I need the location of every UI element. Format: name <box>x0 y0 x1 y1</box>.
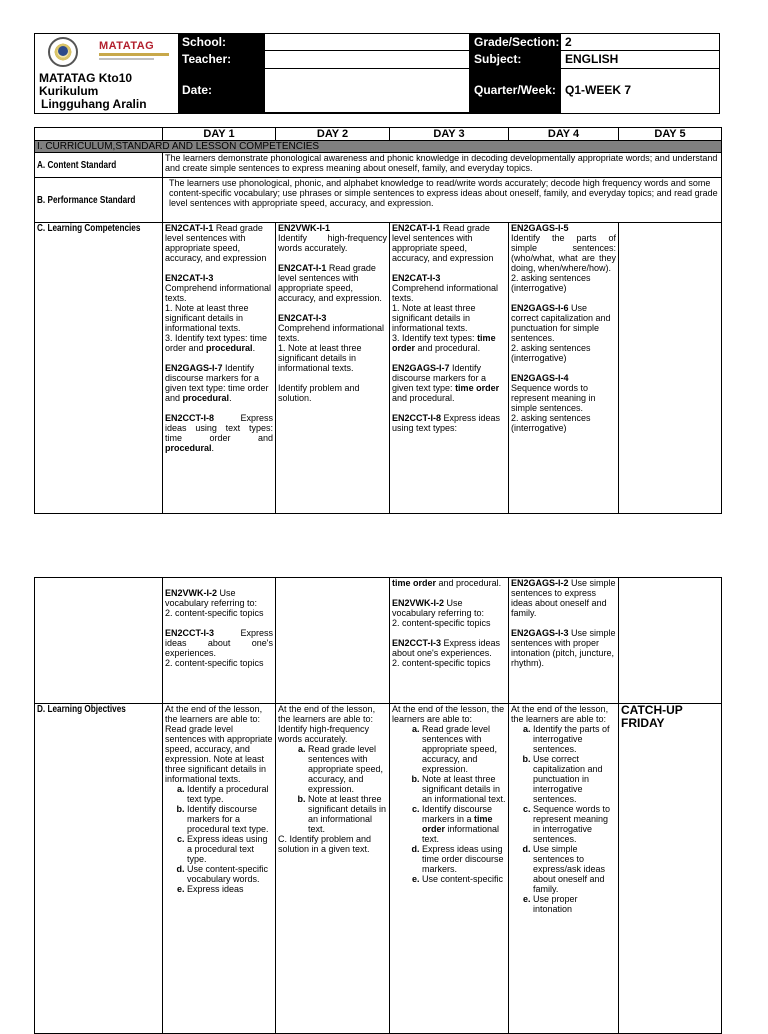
day2-competencies <box>276 223 390 514</box>
competency-text: and procedural. <box>392 393 455 403</box>
competency-text: Use simple sentences to express ideas about oneself and family. <box>511 578 616 618</box>
objective-intro: At the end of the lesson, the learners are able to: <box>511 704 609 724</box>
school-label: School: <box>178 34 265 51</box>
objective-item: c. Express ideas using a procedural text type. <box>187 834 273 864</box>
day1-objectives <box>163 704 276 1034</box>
objective-item: b. Note at least three significant details in an informational text. <box>308 794 387 834</box>
competency-code: EN2CAT-I-1 <box>392 223 441 233</box>
objective-item: b. Identify discourse markers for a procedural text type. <box>187 804 273 834</box>
logo-stripe <box>99 58 154 60</box>
day1-competencies: EN2CAT-I-1 Read grade level sentences with appropriate speed, accuracy, and expression EN2CAT-I-3 Comprehend informational texts. 1. Note at least three significant details in informational texts. 3. Identify text types: time order and procedural. EN2GAGS-I-7 Identify discourse markers for a given text type: time order and procedural. EN2CCT-I-8 Express ideas using text types: time order and procedural. <box>163 223 276 514</box>
competency-code: EN2CCT-I-8 <box>392 413 442 423</box>
competency-bold: time order <box>392 333 496 353</box>
competency-code: EN2CAT-I-3 <box>165 273 214 283</box>
doc-title-line: Lingguhang Aralin <box>41 97 147 111</box>
grade-section-field[interactable]: 2 <box>561 34 719 51</box>
objective-item: d. Use simple sentences to express/ask ideas about oneself and family. <box>533 844 616 894</box>
competency-code: EN2CAT-I-1 <box>165 223 214 233</box>
content-standard-label: A. Content Standard <box>37 159 117 171</box>
school-field[interactable] <box>265 34 470 51</box>
objective-text: C. Identify problem and solution in a given text. <box>278 834 372 854</box>
objective-item: c. Sequence words to represent meaning in interrogative sentences. <box>533 804 616 844</box>
competency-code: EN2GAGS-I-4 <box>511 373 569 383</box>
competency-item: and procedural. <box>417 343 481 353</box>
competency-code: EN2VWK-I-1 <box>278 223 331 233</box>
day3-competencies-cont <box>390 578 509 704</box>
content-standard-text: The learners demonstrate phonological awareness and phonic knowledge in decoding developmentally appropriate words; and understand and create simple sentences to express meaning about oneself, family, and everyday topics. <box>163 153 722 178</box>
objective-intro: At the end of the lesson, the learners are able to: <box>392 704 505 724</box>
competency-code: EN2CCT-I-3 <box>392 638 442 648</box>
learning-competencies-row <box>35 223 722 514</box>
competency-bold: time order <box>455 383 500 393</box>
day4-competencies-cont <box>509 578 619 704</box>
competency-item: 1. Note at least three significant details in informational texts. <box>392 303 476 333</box>
competency-text: Identify high-frequency words accurately. <box>278 233 387 253</box>
competency-code: EN2GAGS-I-6 <box>511 303 569 313</box>
day-5-header: DAY 5 <box>619 128 722 141</box>
competency-text: Read grade level sentences with appropriate speed, accuracy, and expression <box>392 223 494 263</box>
competency-item: 3. Identify text types: time order and <box>165 333 268 353</box>
competency-item: 3. Identify text types: <box>392 333 475 343</box>
day5-competencies <box>619 223 722 514</box>
competency-text: Express ideas using text types: <box>392 413 501 433</box>
objective-item: b. Note at least three significant details in an informational text. <box>422 774 506 804</box>
objective-item: e. Use proper intonation <box>533 894 616 914</box>
competency-bold: procedural <box>182 393 230 403</box>
deped-seal-logo <box>48 37 78 67</box>
logo-cell <box>35 34 179 113</box>
section-header-row <box>35 141 722 153</box>
catch-up-friday: CATCH-UP FRIDAY <box>619 704 722 1034</box>
objective-item: b. Use correct capitalization and punctuation in interrogative sentences. <box>533 754 616 804</box>
objective-text: informational text. <box>422 824 500 844</box>
section-title: I. CURRICULUM,STANDARD AND LESSON COMPETENCIES <box>35 141 722 153</box>
competency-code: EN2GAGS-I-5 <box>511 223 569 233</box>
objective-bold: time order <box>422 814 493 834</box>
objective-list <box>165 784 273 894</box>
competency-code: EN2GAGS-I-7 <box>165 363 223 373</box>
competency-bold: procedural <box>206 343 253 353</box>
competency-code: EN2GAGS-I-3 <box>511 628 569 638</box>
quarter-week-label: Quarter/Week: <box>470 69 561 113</box>
competency-text: Use vocabulary referring to: <box>165 588 258 608</box>
objective-list <box>392 724 506 884</box>
day3-competencies <box>390 223 509 514</box>
competency-text: Identify discourse markers for a given text type: <box>392 363 487 393</box>
competency-item: 2. asking sentences (interrogative) <box>511 343 591 363</box>
competency-text: Read grade level sentences with appropriate speed, accuracy, and expression <box>165 223 267 263</box>
competency-item: 2. content-specific topics <box>392 658 491 668</box>
performance-standard-row <box>35 178 722 223</box>
logo-stripe <box>99 53 169 56</box>
date-field[interactable] <box>265 69 470 113</box>
competency-code: EN2CAT-I-3 <box>392 273 441 283</box>
learning-competencies-row-cont <box>35 578 722 704</box>
day2-objectives <box>276 704 390 1034</box>
competency-code: EN2VWK-I-2 <box>392 598 445 608</box>
subject-field[interactable]: ENGLISH <box>561 51 719 69</box>
day4-objectives <box>509 704 619 1034</box>
day2-competencies-cont <box>276 578 390 704</box>
day-1-header: DAY 1 <box>163 128 276 141</box>
competency-code: EN2CCT-I-8 <box>165 413 215 423</box>
objective-list <box>511 724 616 914</box>
competency-text: Express ideas using text types: time order and <box>165 413 273 443</box>
competency-text: Identify problem and solution. <box>278 383 360 403</box>
day3-objectives <box>390 704 509 1034</box>
objective-text: Identify discourse markers in a <box>422 804 493 824</box>
competency-text: Comprehend informational texts. <box>392 283 499 303</box>
objective-item <box>422 804 506 844</box>
quarter-week-field[interactable]: Q1-WEEK 7 <box>561 69 719 113</box>
teacher-field[interactable] <box>265 51 470 69</box>
competency-bold: time order <box>392 578 437 588</box>
competency-text: and procedural. <box>438 578 502 588</box>
doc-title-line: Kurikulum <box>39 84 99 98</box>
competency-bold: procedural <box>165 443 212 453</box>
lesson-header <box>34 33 720 114</box>
doc-title-line: MATATAG Kto10 <box>39 71 133 85</box>
teacher-label: Teacher: <box>178 51 265 69</box>
date-label: Date: <box>178 69 265 113</box>
objective-item: e. Express ideas <box>187 884 273 894</box>
objective-intro: At the end of the lesson, the learners are able to: <box>165 704 263 724</box>
competency-code: EN2GAGS-I-2 <box>511 578 569 588</box>
matatag-logo: MATATAG <box>99 40 155 52</box>
competency-code: EN2GAGS-I-7 <box>392 363 450 373</box>
learning-competencies-label: C. Learning Competencies <box>37 223 141 234</box>
lesson-plan-table <box>34 127 722 514</box>
objective-item: a. Read grade level sentences with appropriate speed, accuracy, and expression. <box>422 724 506 774</box>
objective-text: Read grade level sentences with appropriate speed, accuracy, and expression. Note at least three significant details in informational texts. <box>165 724 273 784</box>
day5-competencies-cont <box>619 578 722 704</box>
day-3-header: DAY 3 <box>390 128 509 141</box>
competency-code: EN2CAT-I-3 <box>278 313 327 323</box>
competency-item: 2. content-specific topics <box>165 658 264 668</box>
day4-competencies <box>509 223 619 514</box>
competency-text: Use simple sentences with proper intonation (pitch, juncture, rhythm). <box>511 628 616 668</box>
learning-objectives-label: D. Learning Objectives <box>37 704 126 715</box>
competency-item: 1. Note at least three significant details in informational texts. <box>278 343 362 373</box>
competency-text: Comprehend informational texts. <box>165 283 272 303</box>
competency-code: EN2VWK-I-2 <box>165 588 218 598</box>
day-2-header: DAY 2 <box>276 128 390 141</box>
competency-item: 2. asking sentences (interrogative) <box>511 413 591 433</box>
objective-item: a. Identify a procedural text type. <box>187 784 273 804</box>
competency-code: EN2CAT-I-1 <box>278 263 327 273</box>
objective-item: a. Read grade level sentences with appropriate speed, accuracy, and expression. <box>308 744 387 794</box>
competency-text: Comprehend informational texts. <box>278 323 385 343</box>
competency-item: 2. content-specific topics <box>165 608 264 618</box>
learning-objectives-row <box>35 704 722 1034</box>
day1-competencies-cont <box>163 578 276 704</box>
competency-item: 1. Note at least three significant details in informational texts. <box>165 303 249 333</box>
competency-item: 2. content-specific topics <box>392 618 491 628</box>
objective-item: d. Express ideas using time order discourse markers. <box>422 844 506 874</box>
objective-item: d. Use content-specific vocabulary words. <box>187 864 273 884</box>
objective-item: a. Identify the parts of interrogative sentences. <box>533 724 616 754</box>
lesson-plan-table-continued <box>34 577 722 1034</box>
competency-item: 2. asking sentences (interrogative) <box>511 273 591 293</box>
competency-code: EN2CCT-I-3 <box>165 628 215 638</box>
performance-standard-label: B. Performance Standard <box>37 194 136 206</box>
content-standard-row <box>35 153 722 178</box>
competency-text: Express ideas about one's experiences. <box>392 638 501 658</box>
blank-header-cell <box>35 128 163 141</box>
competency-text: Identify discourse markers for a given text type: time order and <box>165 363 269 403</box>
day-4-header: DAY 4 <box>509 128 619 141</box>
objective-item: e. Use content-specific <box>422 874 506 884</box>
competency-text: Express ideas about one's experiences. <box>165 628 273 658</box>
competency-text: Sequence words to represent meaning in simple sentences. <box>511 383 596 413</box>
objective-list <box>278 744 387 834</box>
objective-intro: At the end of the lesson, the learners are able to: Identify high-frequency words accurately. <box>278 704 376 744</box>
competency-text: Use vocabulary referring to: <box>392 598 485 618</box>
subject-label: Subject: <box>470 51 561 69</box>
competency-text: Use correct capitalization and punctuation for simple sentences. <box>511 303 611 343</box>
grade-section-label: Grade/Section: <box>470 34 561 51</box>
competency-text: Read grade level sentences with appropriate speed, accuracy, and expression. <box>278 263 382 303</box>
competency-text: Identify the parts of simple sentences: (who/what, what are they doing, when/where/how). <box>511 233 616 273</box>
performance-standard-text: The learners use phonological, phonic, and alphabet knowledge to read/write words accurately; decode high frequency words and some content-specific vocabulary; use phrases or simple sentences to express ideas about oneself, family, and everyday topics; and read grade level sentences with appropriate speed, accuracy, and expression. <box>163 178 722 223</box>
day-header-row <box>35 128 722 141</box>
